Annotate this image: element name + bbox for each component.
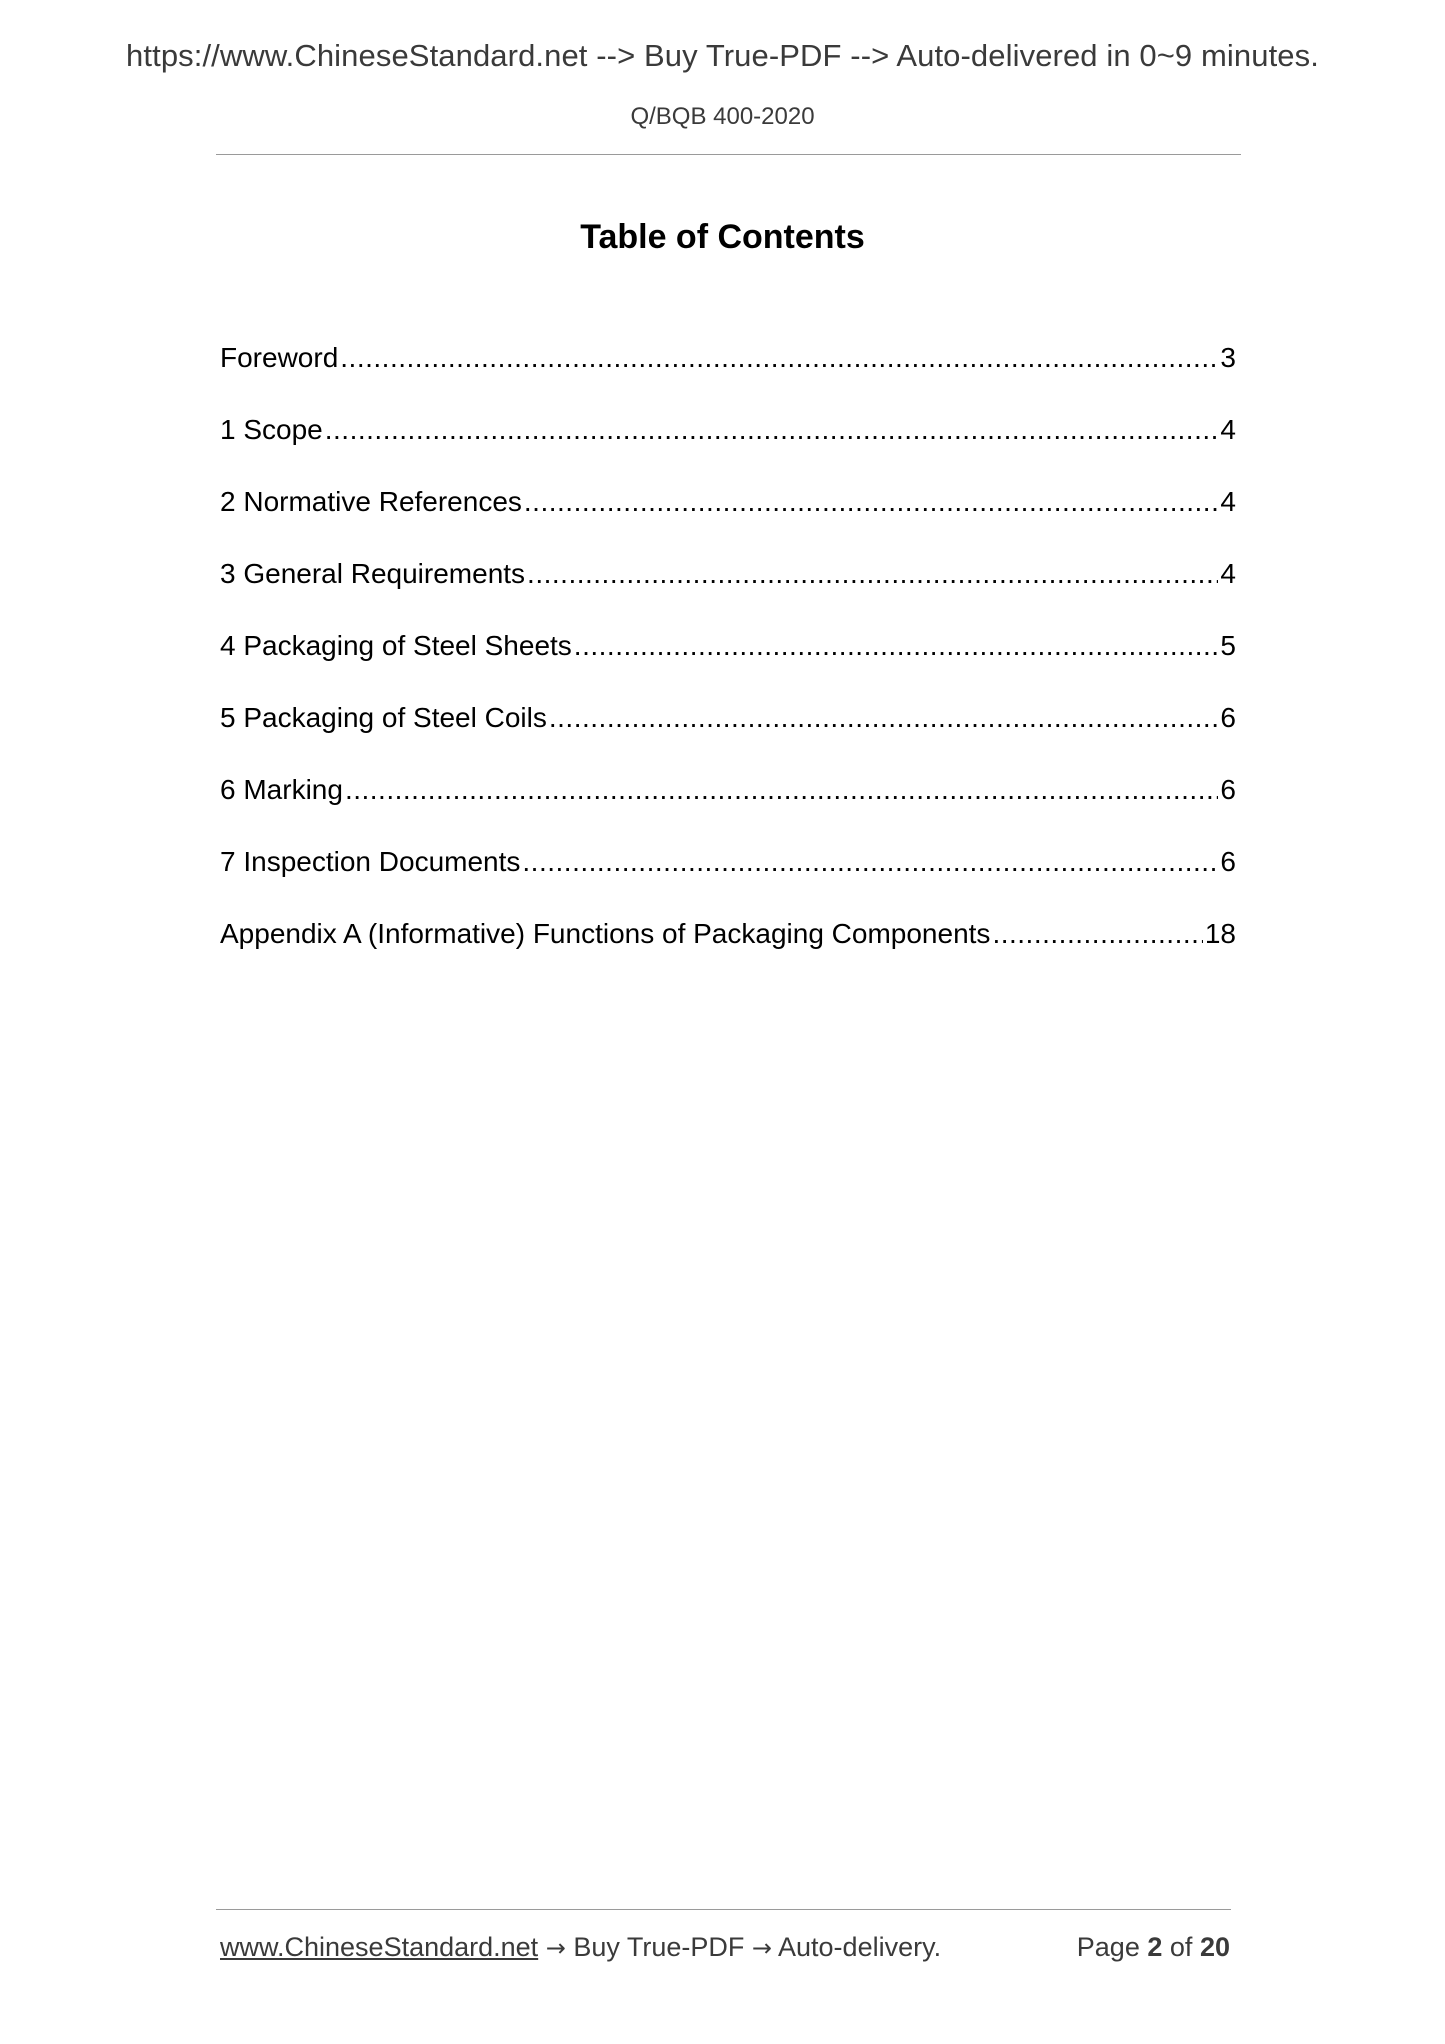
toc-entry-page: 5 <box>1220 630 1236 661</box>
toc-entry-label: Foreword <box>220 342 339 373</box>
toc-entry-page: 6 <box>1220 774 1236 805</box>
toc-entry-page: 4 <box>1220 486 1236 517</box>
toc-entry-label: 2 Normative References <box>220 486 522 517</box>
toc-dot-leader <box>527 556 1218 592</box>
toc-entry-page: 18 <box>1204 918 1236 949</box>
toc-title: Table of Contents <box>580 218 865 256</box>
toc-list <box>220 340 1236 988</box>
footer-delivery-text: Auto-delivery. <box>778 1932 942 1962</box>
toc-dot-leader <box>524 484 1219 520</box>
toc-entry-label: 1 Scope <box>220 414 323 445</box>
toc-entry-packaging-steel-coils[interactable] <box>220 700 1236 772</box>
toc-entry-label: 5 Packaging of Steel Coils <box>220 702 547 733</box>
toc-entry-general-requirements[interactable] <box>220 556 1236 628</box>
toc-entry-page: 6 <box>1220 846 1236 877</box>
footer-promo <box>220 1932 941 1963</box>
toc-entry-inspection-documents[interactable] <box>220 844 1236 916</box>
arrow-right-icon: → <box>751 1934 772 1962</box>
footer-buy-text: Buy True-PDF <box>573 1932 745 1962</box>
top-banner: https://www.ChineseStandard.net --> Buy True-PDF --> Auto-delivered in 0~9 minutes. <box>126 38 1319 73</box>
footer-site-link[interactable]: www.ChineseStandard.net <box>220 1932 539 1962</box>
footer-divider <box>216 1909 1231 1910</box>
toc-dot-leader <box>549 700 1219 736</box>
toc-dot-leader <box>522 844 1218 880</box>
arrow-right-icon: → <box>545 1934 566 1962</box>
toc-dot-leader <box>325 412 1219 448</box>
toc-dot-leader <box>345 772 1218 808</box>
toc-dot-leader <box>992 916 1202 952</box>
toc-entry-label: 3 General Requirements <box>220 558 526 589</box>
toc-entry-page: 3 <box>1220 342 1236 373</box>
toc-entry-page: 4 <box>1220 414 1236 445</box>
toc-entry-appendix-a[interactable] <box>220 916 1236 988</box>
toc-entry-label: 7 Inspection Documents <box>220 846 521 877</box>
toc-entry-page: 4 <box>1220 558 1236 589</box>
toc-entry-label: 6 Marking <box>220 774 343 805</box>
toc-entry-page: 6 <box>1220 702 1236 733</box>
toc-entry-packaging-steel-sheets[interactable] <box>220 628 1236 700</box>
toc-entry-foreword[interactable] <box>220 340 1236 412</box>
toc-entry-label: Appendix A (Informative) Functions of Packaging Components <box>220 918 991 949</box>
toc-entry-normative-references[interactable] <box>220 484 1236 556</box>
toc-dot-leader <box>340 340 1218 376</box>
toc-entry-marking[interactable] <box>220 772 1236 844</box>
toc-entry-label: 4 Packaging of Steel Sheets <box>220 630 572 661</box>
toc-dot-leader <box>574 628 1219 664</box>
page-total: 20 <box>1199 1932 1230 1962</box>
header-divider <box>216 154 1241 155</box>
page-word: Page <box>1076 1932 1140 1962</box>
page-current: 2 <box>1147 1932 1163 1962</box>
document-code: Q/BQB 400-2020 <box>630 103 815 130</box>
toc-entry-scope[interactable] <box>220 412 1236 484</box>
of-word: of <box>1169 1932 1193 1962</box>
page-indicator <box>1077 1932 1230 1963</box>
